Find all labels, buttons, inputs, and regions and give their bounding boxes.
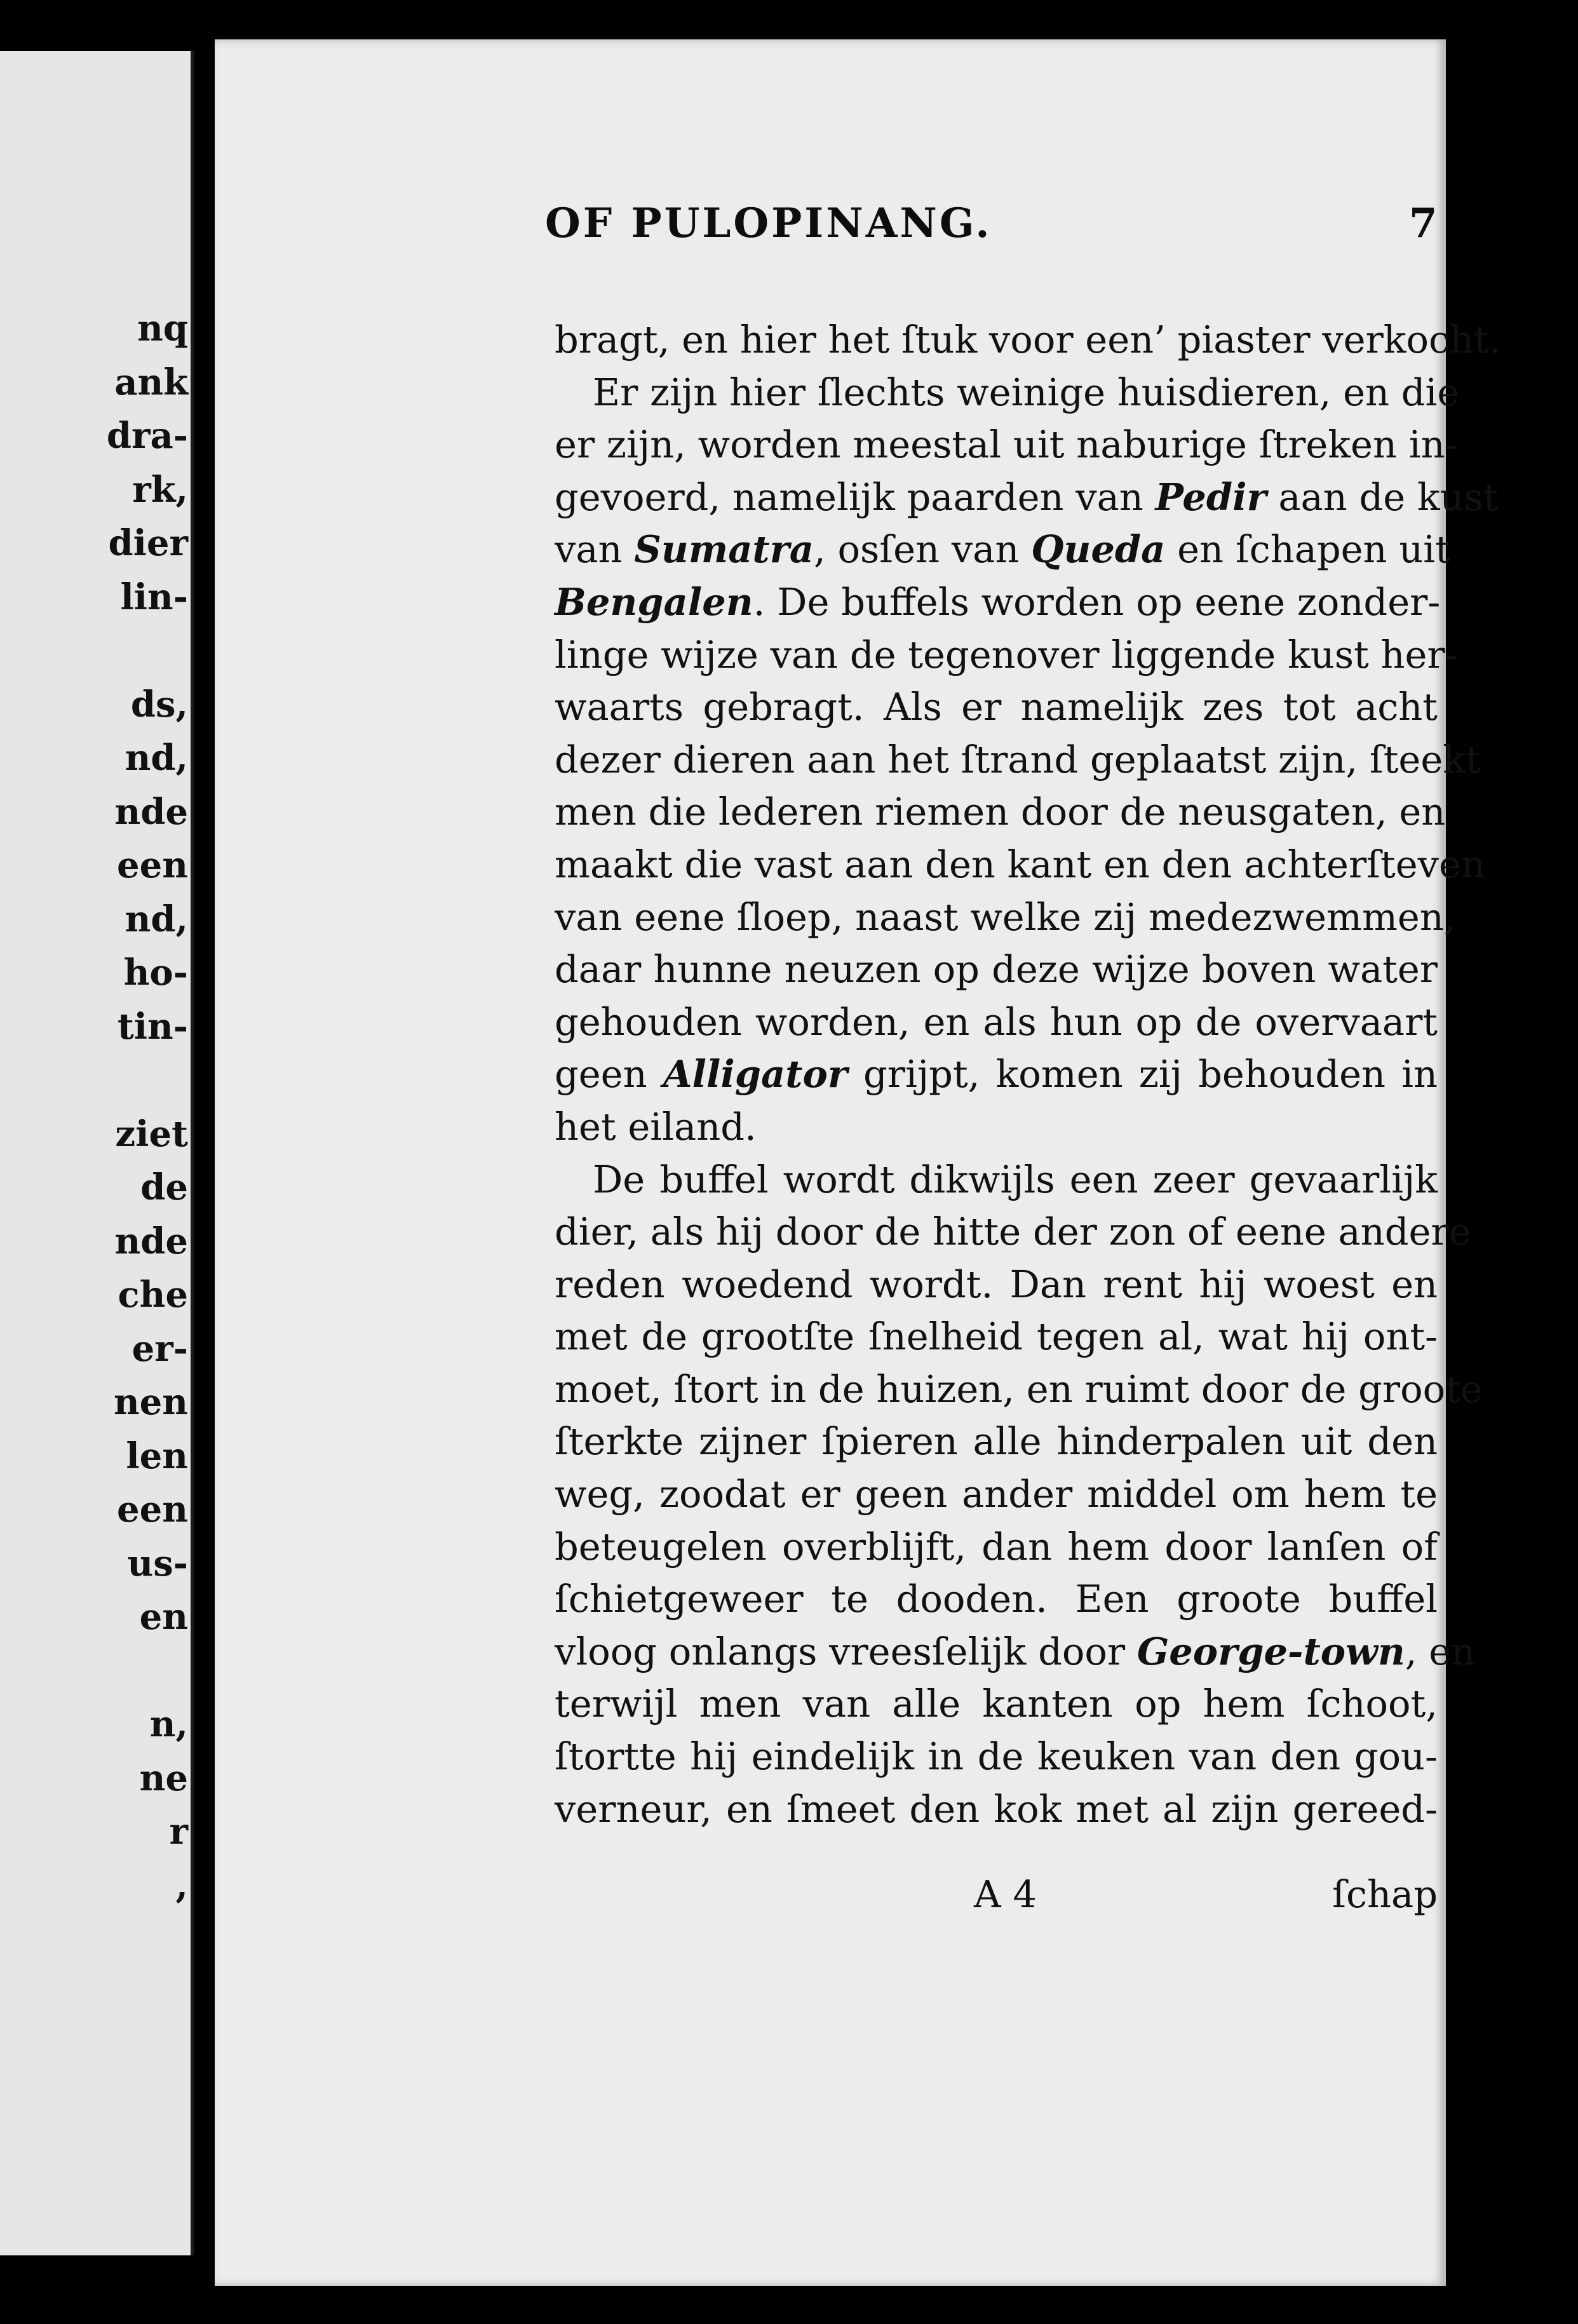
text-line: van eene ſloep, naast welke zij medezwemmen, — [555, 895, 1456, 939]
text-line: gehouden worden, en als hun op de overvaart — [555, 999, 1438, 1044]
italic-name: Queda — [1031, 527, 1166, 572]
adjacent-line: r — [169, 1811, 188, 1853]
text-line: met de grootſte ſnelheid tegen al, wat hij ont- — [555, 1314, 1438, 1359]
adjacent-line — [0, 1053, 191, 1107]
adjacent-line: , — [175, 1864, 188, 1907]
adjacent-line: lin- — [120, 576, 188, 618]
text-line: dezer dieren aan het ſtrand geplaatst zijn, ſteekt — [555, 737, 1481, 781]
italic-name: Pedir — [1155, 475, 1267, 519]
text-line: maakt die vast aan den kant en den achterſteven — [555, 842, 1485, 886]
body-text — [555, 314, 1501, 1835]
adjacent-line — [0, 624, 191, 678]
page-number: 7 — [1409, 199, 1438, 247]
adjacent-page-edge — [0, 51, 194, 2255]
adjacent-line: de — [140, 1166, 188, 1208]
text-line: weg, zoodat er geen ander middel om hem te — [555, 1472, 1438, 1517]
text-line: waarts gebragt. Als er namelijk zes tot acht — [555, 685, 1438, 729]
italic-name: Sumatra — [634, 527, 814, 572]
text-line: vloog onlangs vreesſelijk door George-town, en — [555, 1629, 1476, 1673]
adjacent-line: een — [117, 844, 188, 886]
adjacent-line: er- — [132, 1327, 188, 1370]
adjacent-line: rk, — [132, 468, 188, 511]
running-title: OF PULOPINANG. — [545, 199, 992, 247]
adjacent-line: ank — [114, 361, 188, 403]
adjacent-line: n, — [149, 1703, 188, 1745]
adjacent-line: nen — [113, 1381, 188, 1423]
text-line: moet, ſtort in de huizen, en ruimt door de groote — [555, 1367, 1483, 1411]
adjacent-line: nd, — [125, 737, 188, 779]
text-line: van Sumatra, osſen van Queda en ſchapen uit — [555, 527, 1450, 572]
text-line: geen Alligator grijpt, komen zij behouden in — [555, 1052, 1438, 1097]
text-line: linge wijze van de tegenover liggende kust her- — [555, 632, 1458, 677]
adjacent-line: nd, — [125, 898, 188, 940]
adjacent-line: nq — [137, 307, 188, 349]
adjacent-line: len — [126, 1435, 188, 1477]
text-line: men die lederen riemen door de neusgaten, en — [555, 790, 1446, 834]
adjacent-line: ziet — [115, 1112, 188, 1155]
text-line: er zijn, worden meestal uit naburige ſtreken in- — [555, 422, 1458, 467]
text-line: Er zijn hier ſlechts weinige huisdieren, en die — [593, 370, 1460, 414]
adjacent-line: us- — [127, 1542, 188, 1584]
text-line: verneur, en ſmeet den kok met al zijn gereed- — [555, 1787, 1438, 1831]
adjacent-line: dier — [108, 522, 188, 564]
text-line: het eiland. — [555, 1104, 757, 1149]
catchword: ſchap — [1332, 1872, 1438, 1916]
italic-name: Alligator — [663, 1052, 847, 1097]
adjacent-page-text — [0, 302, 191, 1912]
page-footer — [555, 1872, 1438, 1929]
running-head — [545, 199, 1438, 257]
adjacent-line: che — [118, 1274, 188, 1316]
adjacent-line: ho- — [123, 952, 188, 994]
adjacent-line: ds, — [130, 683, 188, 726]
text-line: Bengalen. De buffels worden op eene zonder- — [555, 579, 1441, 624]
text-line: gevoerd, namelijk paarden van Pedir aan de kust — [555, 475, 1499, 519]
text-line: ſterkte zijner ſpieren alle hinderpalen uit den — [555, 1419, 1438, 1464]
book-page — [215, 39, 1501, 2286]
text-line: terwijl men van alle kanten op hem ſchoot, — [555, 1682, 1438, 1726]
adjacent-line: tin- — [117, 1005, 188, 1048]
text-line: De buffel wordt dikwijls een zeer gevaarlijk — [593, 1157, 1438, 1201]
text-line: ſchietgeweer te dooden. Een groote buffel — [555, 1577, 1438, 1621]
text-line: daar hunne neuzen op deze wijze boven water — [555, 947, 1438, 992]
italic-name: George-town — [1136, 1629, 1405, 1673]
adjacent-line: en — [139, 1596, 188, 1638]
adjacent-line: nde — [114, 790, 188, 833]
adjacent-line — [0, 1644, 191, 1698]
signature-mark: A 4 — [974, 1872, 1037, 1916]
adjacent-line: ne — [139, 1757, 188, 1799]
text-line: dier, als hij door de hitte der zon of eene andere — [555, 1210, 1471, 1254]
adjacent-line: nde — [114, 1220, 188, 1262]
italic-name: Bengalen — [555, 579, 753, 624]
text-line: bragt, en hier het ſtuk voor een’ piaster verkocht. — [555, 318, 1501, 361]
adjacent-line: een — [117, 1489, 188, 1530]
adjacent-line: dra- — [106, 415, 188, 457]
text-line: reden woedend wordt. Dan rent hij woest en — [555, 1262, 1438, 1306]
text-line: ſtortte hij eindelijk in de keuken van den gou- — [555, 1734, 1438, 1779]
text-line: beteugelen overblijft, dan hem door lanſen of — [555, 1524, 1438, 1569]
